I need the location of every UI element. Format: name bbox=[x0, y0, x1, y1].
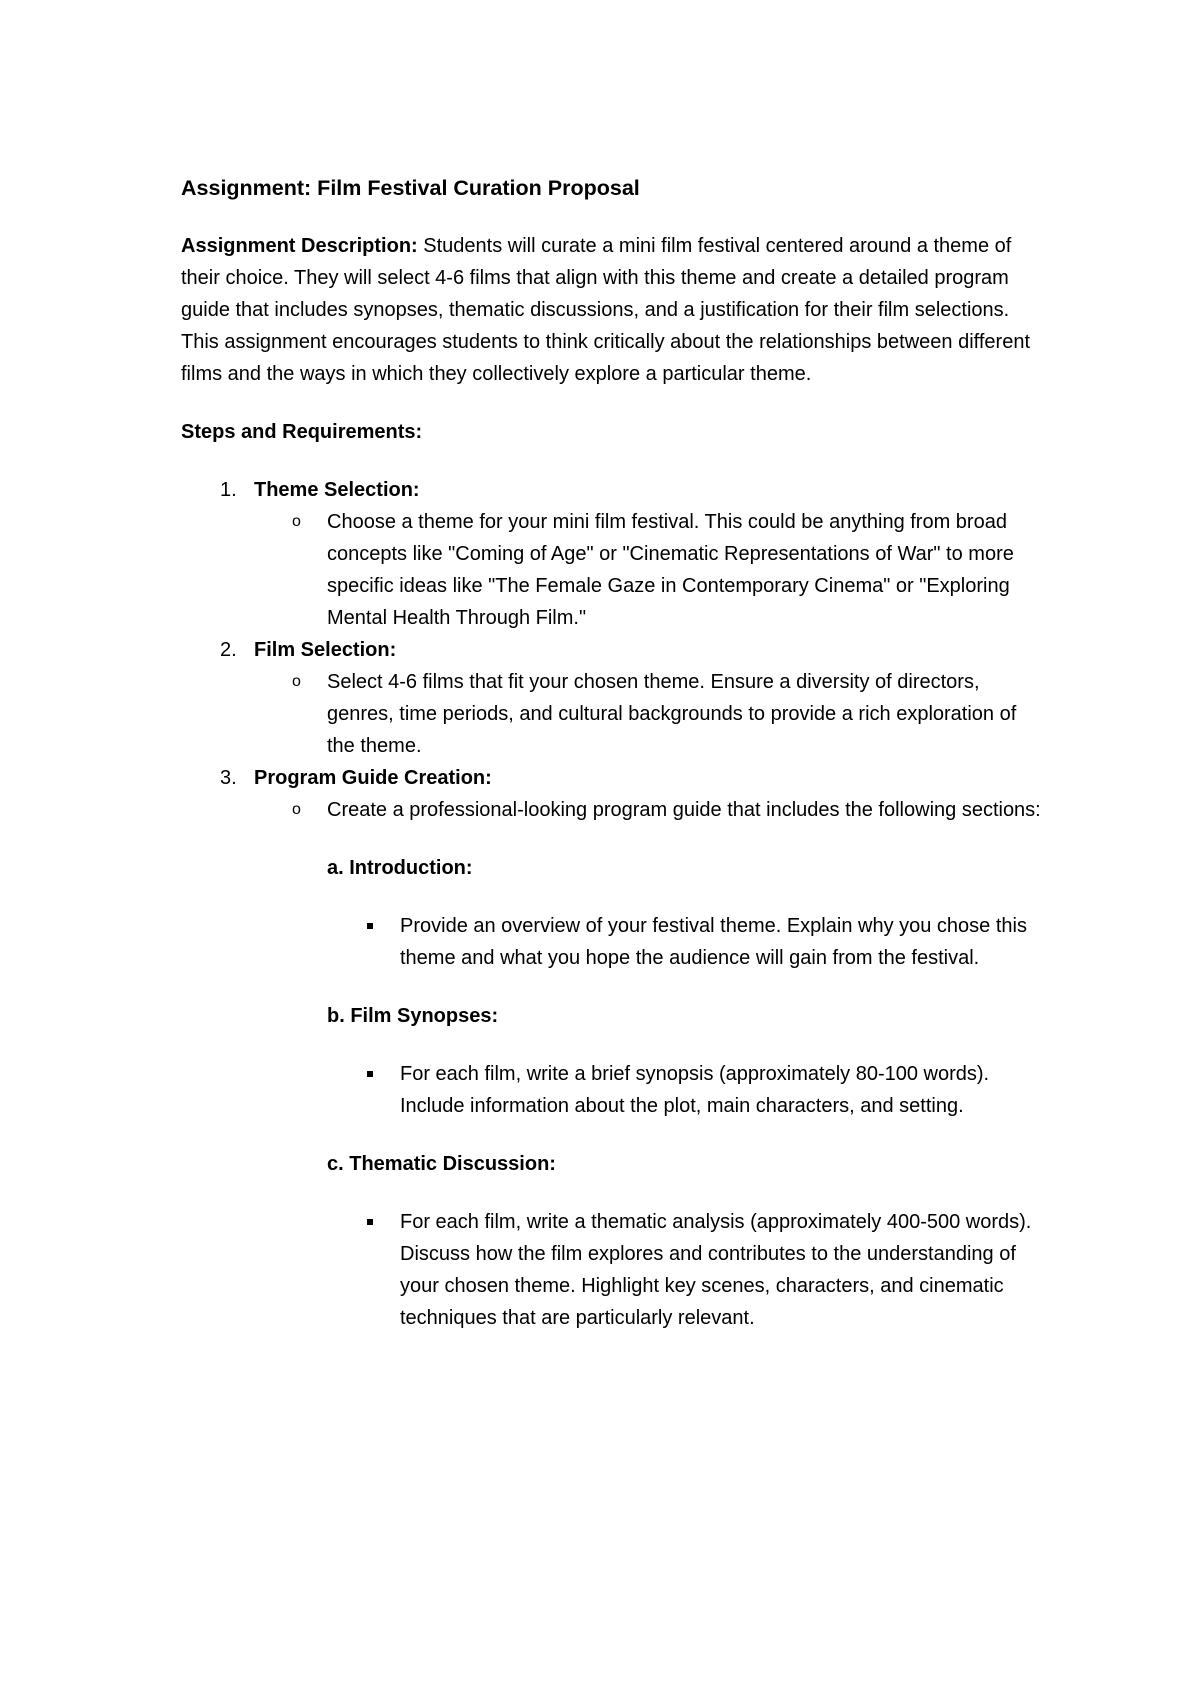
steps-list bbox=[181, 474, 1041, 1334]
subsection-introduction bbox=[254, 852, 1041, 974]
description-label: Assignment Description: bbox=[181, 235, 418, 257]
step-item-film-selection bbox=[181, 634, 1041, 762]
step-bullet-item bbox=[254, 666, 1041, 762]
square-bullet-icon bbox=[367, 1071, 373, 1077]
step-bullet-item bbox=[254, 794, 1041, 826]
assignment-description bbox=[181, 230, 1041, 390]
subsection-text: For each film, write a brief synopsis (approximately 80-100 words). Include information about the plot, main characters, and setting. bbox=[400, 1063, 990, 1117]
subsection-text: For each film, write a thematic analysis (approximately 400-500 words). Discuss how the film explores and contributes to the understanding of your chosen theme. Highlight key scenes, characters, and cinematic techniques that are particularly relevant. bbox=[400, 1211, 1032, 1329]
step-title: Film Selection: bbox=[254, 639, 397, 661]
step-number: 3. bbox=[220, 767, 237, 789]
document-title: Assignment: Film Festival Curation Proposal bbox=[181, 176, 640, 200]
circle-bullet-icon: o bbox=[292, 673, 301, 690]
step-number: 2. bbox=[220, 639, 237, 661]
square-bullet-icon bbox=[367, 1219, 373, 1225]
step-bullet-item bbox=[254, 506, 1041, 634]
square-bullet-icon bbox=[367, 923, 373, 929]
step-number: 1. bbox=[220, 479, 237, 501]
document-body bbox=[181, 172, 1041, 1334]
step-text: Choose a theme for your mini film festival. This could be anything from broad concepts like "Coming of Age" or "Cinematic Representations of War" to more specific ideas like "The Female Gaze in Contemporary Cinema" or "Exploring Mental Health Through Film." bbox=[327, 511, 1014, 629]
subsection-bullet-item bbox=[327, 1206, 1041, 1334]
step-text: Select 4-6 films that fit your chosen theme. Ensure a diversity of directors, genres, time periods, and cultural backgrounds to provide a rich exploration of the theme. bbox=[327, 671, 1017, 757]
subsection-title: b. Film Synopses: bbox=[327, 1005, 499, 1027]
description-text: Students will curate a mini film festival centered around a theme of their choice. They will select 4-6 films that align with this theme and create a detailed program guide that includes synopses, thematic discussions, and a justification for their film selections. This assignment encourages students to think critically about the relationships between different films and the ways in which they collectively explore a particular theme. bbox=[181, 235, 1031, 385]
step-item-theme-selection bbox=[181, 474, 1041, 634]
step-text: Create a professional-looking program guide that includes the following sections: bbox=[327, 799, 1041, 821]
steps-heading: Steps and Requirements: bbox=[181, 421, 423, 443]
subsection-bullet-item bbox=[327, 910, 1041, 974]
subsection-text: Provide an overview of your festival theme. Explain why you chose this theme and what you hope the audience will gain from the festival. bbox=[400, 915, 1027, 969]
circle-bullet-icon: o bbox=[292, 513, 301, 530]
step-item-program-guide bbox=[181, 762, 1041, 1334]
step-title: Program Guide Creation: bbox=[254, 767, 492, 789]
subsection-bullet-item bbox=[327, 1058, 1041, 1122]
circle-bullet-icon: o bbox=[292, 801, 301, 818]
subsection-thematic-discussion bbox=[254, 1148, 1041, 1334]
subsection-title: c. Thematic Discussion: bbox=[327, 1153, 556, 1175]
subsection-film-synopses bbox=[254, 1000, 1041, 1122]
step-title: Theme Selection: bbox=[254, 479, 420, 501]
subsection-title: a. Introduction: bbox=[327, 857, 473, 879]
